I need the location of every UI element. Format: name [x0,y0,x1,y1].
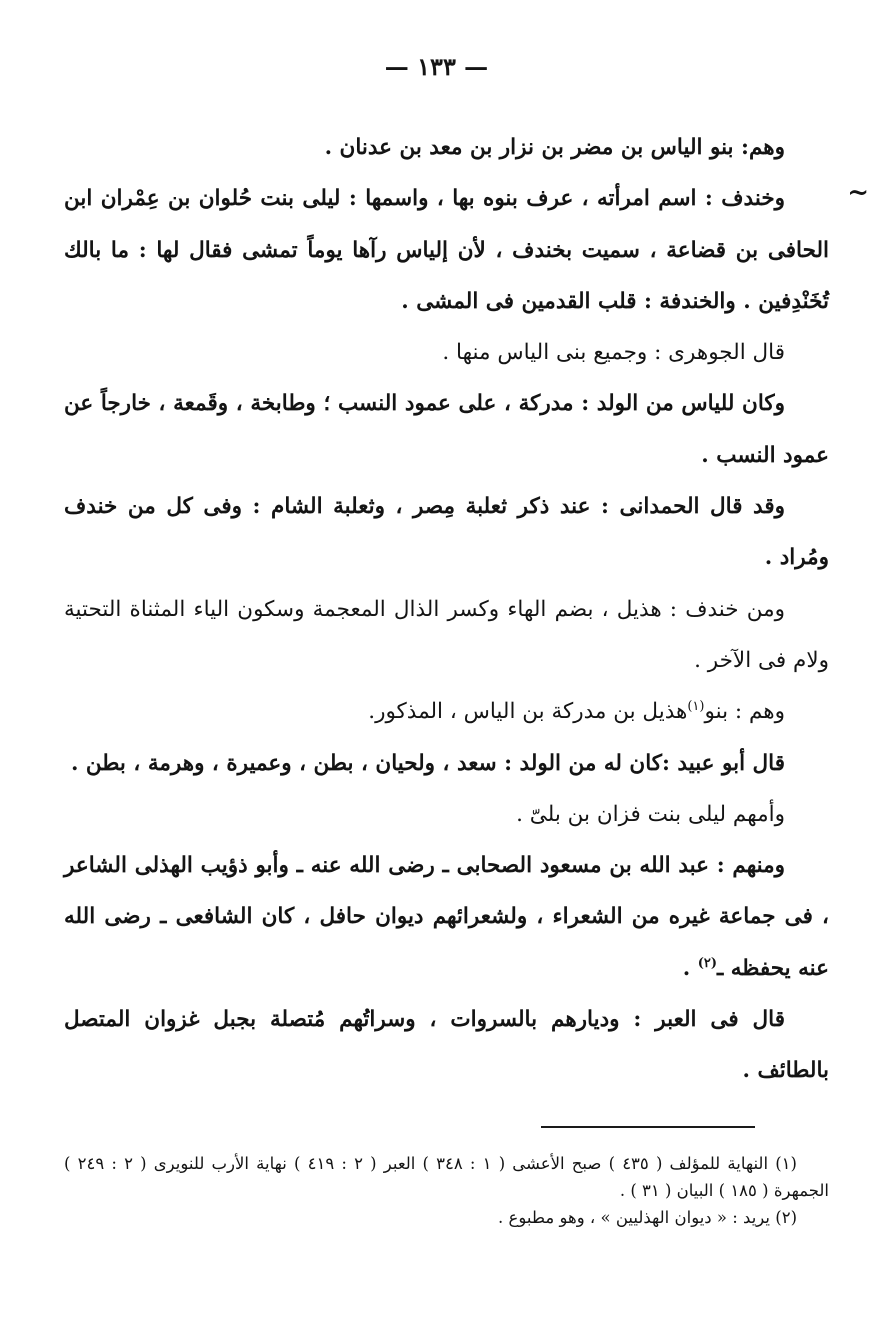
paragraph-lineage: وهم: بنو الياس بن مضر بن نزار بن معد بن عدنان . [324,135,785,160]
main-text [64,122,829,1097]
paragraph-hamdani: وقد قال الحمدانى : عند ذكر ثعلبة مِصر ، وثعلبة الشام : وفى كل من خندف ومُراد . [64,494,829,571]
footnote-1: (١) النهاية للمؤلف ( ٤٣٥ ) صبح الأعشى ( ١ : ٣٤٨ ) العبر ( ٢ : ٤١٩ ) نهاية الأرب للنويرى ( ٢ : ٢٤٩ ) الجمهرة ( ١٨٥ ) البيان ( ٣١ ) . [64,1154,829,1200]
footnotes [64,1150,829,1231]
paragraph-jawhari: قال الجوهرى : وجميع بنى الياس منها . [442,340,785,366]
paragraph-children-of-ilyas: وكان للياس من الولد : مدركة ، على عمود النسب ؛ وطابخة ، وقَمعة ، خارجاً عن عمود النسب . [64,391,829,468]
footnote-ref-2: (٢) [697,955,717,971]
paragraph-abu-ubayd: قال أبو عبيد :كان له من الولد : سعد ، ولحيان ، بطن ، وعميرة ، وهرمة ، بطن . [70,750,785,776]
paragraph-mother: وأمهم ليلى بنت فزان بن بلىّ . [516,801,785,827]
footnote-separator [541,1126,755,1128]
paragraph-text-start: وهم : بنو [704,699,785,725]
footnote-ref-1: (١) [687,699,705,715]
page-number: — ١٣٣ — [384,52,489,81]
paragraph-text-end: . [682,955,698,981]
footnote-2: (٢) يريد : « ديوان الهذليين » ، وهو مطبوع . [498,1208,797,1227]
paragraph-notables [64,840,829,994]
paragraph-hudhayl: ومن خندف : هذيل ، بضم الهاء وكسر الذال المعجمة وسكون الياء المثناة التحتية ولام فى الآخر . [64,596,829,673]
paragraph-text-start: ومنهم : عبد الله بن مسعود الصحابى ـ رضى الله عنه ـ وأبو ذؤيب الهذلى الشاعر ، فى جماعة غيره من الشعراء ، ولشعرائهم ديوان حافل ، كان الشافعى ـ رضى الله عنه يحفظه ـ [64,853,829,981]
paragraph-khindif: وخندف : اسم امرأته ، عرف بنوه بها ، واسمها : ليلى بنت حُلوان بن عِمْران ابن الحافى بن قضاعة ، سميت بخندف ، لأن إلياس رآها يوماً تمشى فقال لها : ما بالك تُخَنْدِفين . والخندفة : قلب القدمين فى المشى . [64,186,829,314]
paragraph-al-ibar: قال فى العبر : وديارهم بالسروات ، وسراتُهم مُتصلة بجبل غزوان المتصل بالطائف . [64,1007,829,1084]
paragraph-banu-hudhayl [64,686,829,737]
margin-mark: ~ [847,178,869,208]
paragraph-text-end: هذيل بن مدركة بن الياس ، المذكور. [368,699,688,725]
